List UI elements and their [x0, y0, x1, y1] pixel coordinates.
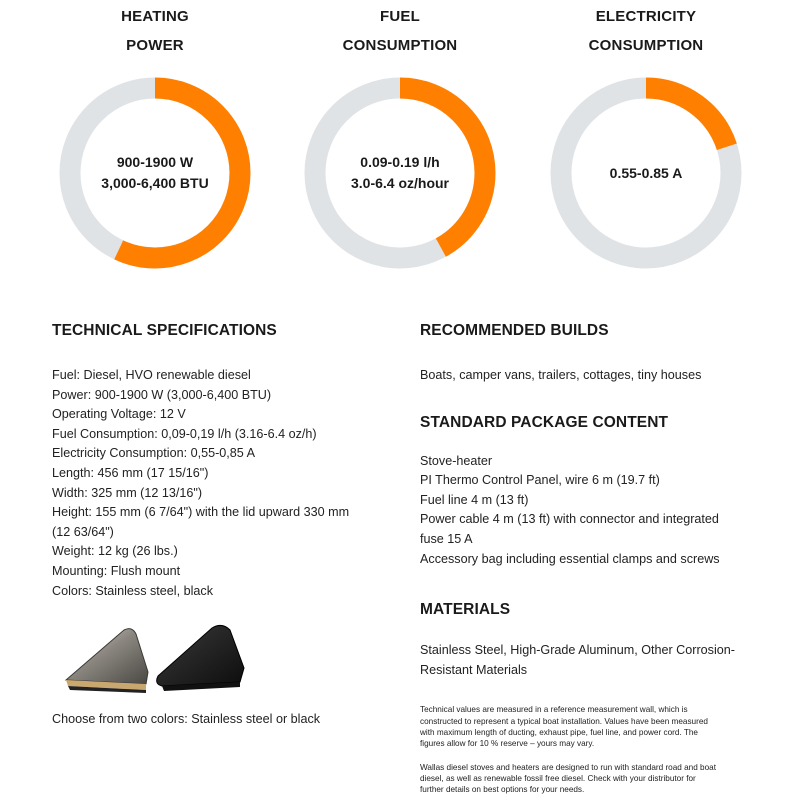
section-heading: MATERIALS: [420, 601, 511, 619]
text-line: Resistant Materials: [420, 662, 528, 677]
text-line: Mounting: Flush mount: [52, 563, 181, 578]
text-line: Stove-heater: [420, 453, 493, 468]
color-options-image: [62, 620, 252, 702]
section-heading: STANDARD PACKAGE CONTENT: [420, 413, 669, 431]
heating-power-gauge: [45, 0, 265, 270]
gauge-title-line: CONSUMPTION: [588, 37, 704, 54]
text-line: Power: 900-1900 W (3,000-6,400 BTU): [52, 387, 272, 402]
gauge-value-line: 0.55-0.85 A: [609, 164, 683, 181]
gauge-value: [303, 76, 497, 270]
text-line: Height: 155 mm (6 7/64") with the lid upward 330 mm: [52, 505, 350, 520]
package-list: [420, 452, 765, 570]
text-line: Operating Voltage: 12 V: [52, 407, 186, 422]
gauge-title-line: ELECTRICITY: [595, 8, 697, 25]
gauge-title-line: HEATING: [121, 8, 189, 25]
black-swatch: [157, 625, 244, 691]
text-line: Length: 456 mm (17 15/16"): [52, 465, 209, 480]
electricity-consumption-gauge: [536, 0, 756, 270]
text-line: Colors: Stainless steel, black: [52, 583, 213, 598]
gauge-title: [290, 2, 510, 64]
text-line: Electricity Consumption: 0,55-0,85 A: [52, 446, 256, 461]
right-column: [420, 318, 765, 795]
text-line: figures allow for 10 % reserve – yours may vary.: [420, 739, 595, 749]
text-line: Power cable 4 m (13 ft) with connector and integrated: [420, 512, 719, 527]
text-line: diesel, as well as renewable fossil free diesel. Check with your distributor for: [420, 773, 696, 783]
footnote: [420, 704, 765, 749]
text-line: Accessory bag including essential clamps and screws: [420, 551, 720, 566]
donut-chart: [303, 76, 497, 270]
gauge-title-line: CONSUMPTION: [342, 37, 458, 54]
gauge-value-line: 3,000-6,400 BTU: [101, 175, 209, 191]
text-line: Stainless Steel, High-Grade Aluminum, Other Corrosion-: [420, 643, 735, 658]
gauge-value: [58, 76, 252, 270]
section-heading: RECOMMENDED BUILDS: [420, 322, 609, 339]
gauge-value-line: 3.0-6.4 oz/hour: [350, 175, 450, 191]
recommended-builds-text: [420, 366, 765, 386]
gauge-value-line: 900-1900 W: [116, 154, 194, 170]
donut-chart: [549, 76, 743, 270]
text-line: Fuel Consumption: 0,09-0,19 l/h (3.16-6.4 oz/h): [52, 426, 317, 441]
gauge-value: [549, 76, 743, 270]
text-line: Fuel: Diesel, HVO renewable diesel: [52, 368, 251, 382]
spec-list: [52, 366, 382, 601]
text-line: constructed to represent a typical boat installation. Values have been measured: [420, 716, 708, 726]
text-line: Wallas diesel stoves and heaters are designed to run with standard road and boat: [420, 762, 716, 772]
footnote: [420, 762, 765, 796]
text-line: further details on best options for your needs.: [420, 785, 585, 795]
section-heading: TECHNICAL SPECIFICATIONS: [52, 322, 277, 339]
gauge-value-line: 0.09-0.19 l/h: [360, 154, 440, 170]
text-line: (12 63/64"): [52, 524, 114, 539]
text-line: Technical values are measured in a reference measurement wall, which is: [420, 705, 688, 715]
materials-text: [420, 641, 765, 680]
gauge-title: [45, 2, 265, 64]
text-line: Weight: 12 kg (26 lbs.): [52, 544, 178, 559]
text-line: with maximum length of ducting, exhaust pipe, fuel line, and power cord. The: [420, 727, 698, 737]
text-line: Boats, camper vans, trailers, cottages, tiny houses: [420, 368, 702, 382]
technical-specifications-section: [52, 318, 382, 601]
fuel-consumption-gauge: [290, 0, 510, 270]
donut-chart: [58, 76, 252, 270]
text-line: Width: 325 mm (12 13/16"): [52, 485, 203, 500]
gauge-title-line: POWER: [126, 37, 184, 54]
stainless-steel-swatch: [66, 629, 148, 693]
text-line: fuse 15 A: [420, 531, 473, 546]
gauge-title: [536, 2, 756, 64]
gauge-title-line: FUEL: [380, 8, 420, 25]
colors-caption: Choose from two colors: Stainless steel or black: [52, 712, 321, 726]
text-line: PI Thermo Control Panel, wire 6 m (19.7 ft): [420, 473, 660, 488]
text-line: Fuel line 4 m (13 ft): [420, 492, 529, 507]
